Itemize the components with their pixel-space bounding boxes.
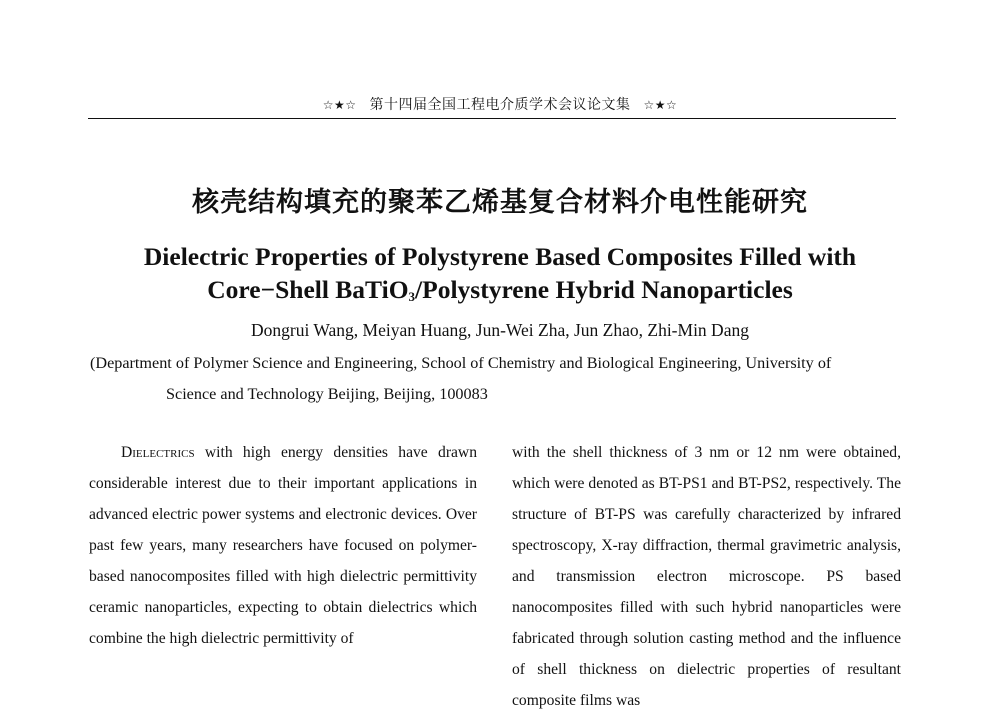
affiliation-line1: (Department of Polymer Science and Engineering, School of Chemistry and Biological Engineering, University of [90,354,832,372]
proceedings-title: 第十四届全国工程电介质学术会议论文集 [369,97,631,113]
header-stars-right: ☆★☆ [643,98,678,112]
body-column-right [512,437,901,716]
body-paragraph-left [89,437,477,654]
body-paragraph-right: with the shell thickness of 3 nm or 12 nm were obtained, which were denoted as BT-PS1 and BT-PS2, respectively. The structure of BT-PS was carefully characterized by infrared spectroscopy, X-ray diffraction, thermal gravimetric analysis, and transmission electron microscope. PS based nanocomposites filled with such hybrid nanoparticles were fabricated through solution casting method and the influence of shell thickness on dielectric properties of resultant composite films was [512,444,901,709]
title-line2-post: /Polystyrene Hybrid Nanoparticles [415,275,793,304]
title-english-line2 [0,273,1000,313]
affiliation-line2: Science and Technology Beijing, Beijing, 100083 [166,385,488,403]
author-list: Dongrui Wang, Meiyan Huang, Jun-Wei Zha, Jun Zhao, Zhi-Min Dang [251,320,749,340]
running-header [0,94,1000,114]
header-stars-left: ☆★☆ [322,98,357,112]
body-column-left [89,437,477,654]
lead-word: Dielectrics [121,444,195,461]
title-chinese: 核壳结构填充的聚苯乙烯基复合材料介电性能研究 [192,187,808,218]
body-text-left: with high energy densities have drawn considerable interest due to their important applications in advanced electric power systems and electronic devices. Over past few years, many researchers have focused on polymer-based nanocomposites filled with high dielectric permittivity ceramic nanoparticles, expecting to obtain dielectrics which combine the high dielectric permittivity of [89,444,477,647]
title-line2-pre: Core−Shell BaTiO [207,275,409,304]
title-english-line1: Dielectric Properties of Polystyrene Based Composites Filled with [143,242,857,271]
title-english [0,240,1000,313]
title-subscript: 3 [408,289,416,304]
affiliation [90,348,905,410]
header-rule [88,118,896,119]
